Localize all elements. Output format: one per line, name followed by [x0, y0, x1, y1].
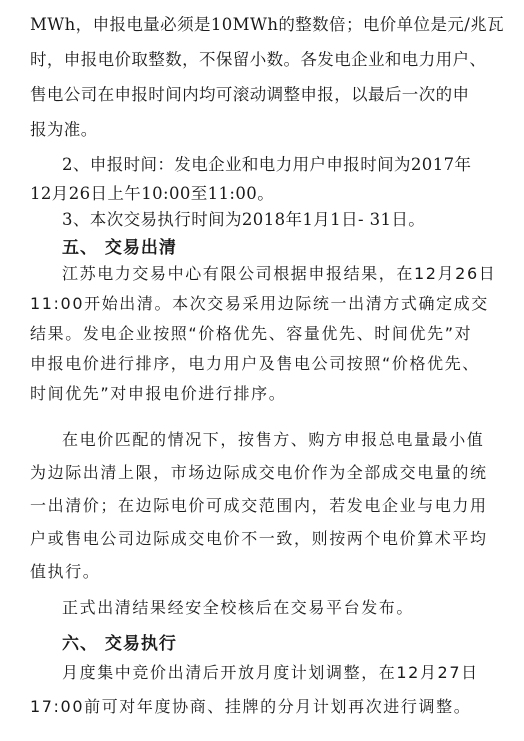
paragraph-line: 时间优先”对申报电价进行排序。: [30, 384, 287, 403]
paragraph-line: 报为准。: [30, 120, 98, 139]
paragraph-line: 正式出清结果经安全校核后在交易平台发布。: [62, 598, 415, 617]
paragraph-line: 17:00前可对年度协商、挂牌的分月计划再次进行调整。: [30, 697, 472, 716]
section-heading: 六、 交易执行: [62, 634, 177, 654]
paragraph-line: 时，申报电价取整数，不保留小数。各发电企业和电力用户、: [30, 50, 487, 69]
paragraph-line: 户或售电公司边际成交电价不一致，则按两个电价算术平均: [30, 529, 488, 548]
paragraph-line: 售电公司在申报时间内均可滚动调整申报，以最后一次的申: [30, 85, 470, 104]
paragraph-line: 为边际出清上限，市场边际成交电价作为全部成交电量的统: [30, 463, 488, 482]
section-heading: 五、 交易出清: [62, 238, 177, 258]
paragraph-line: 值执行。: [30, 562, 101, 581]
paragraph-line: 一出清价；在边际电价可成交范围内，若发电企业与电力用: [30, 496, 488, 515]
paragraph-line: 12月26日上午10:00至11:00。: [30, 184, 275, 203]
paragraph-line: 在电价匹配的情况下，按售方、购方申报总电量最小值: [62, 430, 485, 449]
paragraph-line: 结果。发电企业按照“价格优先、容量优先、时间优先”对: [30, 324, 473, 343]
paragraph-line: 江苏电力交易中心有限公司根据申报结果，在12月26日: [62, 264, 497, 283]
paragraph-line: 11:00开始出清。本次交易采用边际统一出清方式确定成交: [30, 294, 489, 313]
paragraph-line: 2、申报时间：发电企业和电力用户申报时间为2017年: [62, 155, 472, 174]
paragraph-line: MWh，申报电量必须是10MWh的整数倍；电价单位是元/兆瓦: [30, 15, 505, 34]
paragraph-line: 3、本次交易执行时间为2018年1月1日- 31日。: [62, 210, 426, 229]
paragraph-line: 申报电价进行排序，电力用户及售电公司按照“价格优先、: [30, 354, 480, 373]
paragraph-line: 月度集中竞价出清后开放月度计划调整，在12月27日: [62, 663, 479, 682]
